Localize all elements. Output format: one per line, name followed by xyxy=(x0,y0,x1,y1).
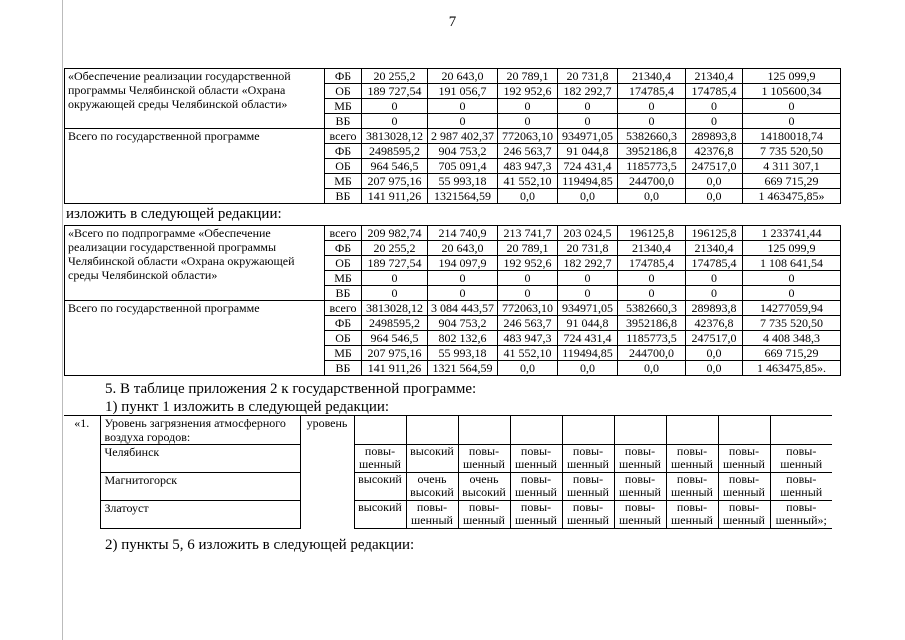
paragraph-5: 5. В таблице приложения 2 к государственной программе: xyxy=(105,381,477,397)
funding-source: ВБ xyxy=(325,286,362,301)
table-row xyxy=(64,473,832,501)
sub-description: «Всего по подпрограмме «Обеспечение реализации государственной программы Челябинской области «Охрана окружающей среды Челябинской области» xyxy=(65,226,325,301)
unit-cell: уровень xyxy=(300,416,354,529)
amount-cell: 91 044,8 xyxy=(558,316,618,331)
table-row xyxy=(65,226,841,241)
amount-cell: 3952186,8 xyxy=(618,316,686,331)
amount-cell: 289893,8 xyxy=(686,129,743,144)
amount-cell: 7 735 520,50 xyxy=(743,316,841,331)
amount-cell: 214 740,9 xyxy=(428,226,498,241)
new-edition-text: изложить в следующей редакции: xyxy=(66,206,282,222)
pollution-level: повы- шенный xyxy=(770,445,832,473)
funding-source: ОБ xyxy=(325,84,362,99)
amount-cell: 20 789,1 xyxy=(498,69,558,84)
pollution-level: повы- шенный xyxy=(718,445,770,473)
amount-cell: 7 735 520,50 xyxy=(743,144,841,159)
amount-cell: 0 xyxy=(558,271,618,286)
amount-cell: 20 255,2 xyxy=(362,69,428,84)
funding-source: ФБ xyxy=(325,144,362,159)
amount-cell: 174785,4 xyxy=(686,256,743,271)
amount-cell: 2498595,2 xyxy=(362,144,428,159)
pollution-level: повы- шенный xyxy=(718,473,770,501)
amount-cell: 0 xyxy=(498,271,558,286)
amount-cell: 1 463475,85» xyxy=(743,189,841,204)
amount-cell: 802 132,6 xyxy=(428,331,498,346)
pollution-level: повы- шенный xyxy=(666,445,718,473)
pollution-level: повы- шенный xyxy=(510,501,562,529)
pollution-level: повы- шенный xyxy=(458,501,510,529)
pollution-level: повы- шенный»; xyxy=(770,501,832,529)
amount-cell: 192 952,6 xyxy=(498,84,558,99)
amount-cell: 189 727,54 xyxy=(362,256,428,271)
pollution-level: повы- шенный xyxy=(614,473,666,501)
table-row xyxy=(65,129,841,144)
amount-cell: 182 292,7 xyxy=(558,256,618,271)
amount-cell: 209 982,74 xyxy=(362,226,428,241)
amount-cell: 1321 564,59 xyxy=(428,361,498,376)
city-name: Златоуст xyxy=(100,501,300,529)
funding-source: ОБ xyxy=(325,256,362,271)
amount-cell: 483 947,3 xyxy=(498,159,558,174)
amount-cell: 0 xyxy=(686,286,743,301)
funding-source: ОБ xyxy=(325,331,362,346)
pollution-level: очень высокий xyxy=(458,473,510,501)
amount-cell: 1 233741,44 xyxy=(743,226,841,241)
amount-cell: 182 292,7 xyxy=(558,84,618,99)
amount-cell: 772063,10 xyxy=(498,301,558,316)
funding-source: ВБ xyxy=(325,361,362,376)
amount-cell: 0 xyxy=(558,286,618,301)
amount-cell: 213 741,7 xyxy=(498,226,558,241)
amount-cell: 0 xyxy=(743,286,841,301)
amount-cell: 3952186,8 xyxy=(618,144,686,159)
pollution-level: повы- шенный xyxy=(510,445,562,473)
amount-cell: 1185773,5 xyxy=(618,159,686,174)
pollution-level: высокий xyxy=(354,473,406,501)
amount-cell: 964 546,5 xyxy=(362,331,428,346)
amount-cell: 0,0 xyxy=(618,189,686,204)
page-margin-line xyxy=(62,0,63,640)
amount-cell: 2498595,2 xyxy=(362,316,428,331)
amount-cell: 119494,85 xyxy=(558,174,618,189)
amount-cell: 91 044,8 xyxy=(558,144,618,159)
amount-cell: 0,0 xyxy=(686,346,743,361)
amount-cell: 21340,4 xyxy=(618,241,686,256)
paragraph-5-2: 2) пункты 5, 6 изложить в следующей редакции: xyxy=(105,537,415,553)
amount-cell: 3 084 443,57 xyxy=(428,301,498,316)
amount-cell: 55 993,18 xyxy=(428,174,498,189)
amount-cell: 904 753,2 xyxy=(428,144,498,159)
amount-cell: 0 xyxy=(686,114,743,129)
amount-cell: 125 099,9 xyxy=(743,241,841,256)
page-number: 7 xyxy=(448,14,457,30)
amount-cell: 0,0 xyxy=(618,361,686,376)
amount-cell: 207 975,16 xyxy=(362,346,428,361)
amount-cell: 0,0 xyxy=(686,361,743,376)
funding-source: ФБ xyxy=(325,241,362,256)
air-pollution-table xyxy=(64,415,832,529)
amount-cell: 0 xyxy=(498,114,558,129)
amount-cell: 191 056,7 xyxy=(428,84,498,99)
city-name: Магнитогорск xyxy=(100,473,300,501)
amount-cell: 1185773,5 xyxy=(618,331,686,346)
amount-cell: 246 563,7 xyxy=(498,144,558,159)
amount-cell: 3813028,12 xyxy=(362,129,428,144)
amount-cell: 772063,10 xyxy=(498,129,558,144)
funding-source: ВБ xyxy=(325,114,362,129)
amount-cell: 244700,0 xyxy=(618,174,686,189)
table-row xyxy=(64,445,832,473)
funding-source: ОБ xyxy=(325,159,362,174)
total-description: Всего по государственной программе xyxy=(65,129,325,204)
amount-cell: 0 xyxy=(618,271,686,286)
amount-cell: 0 xyxy=(428,99,498,114)
pollution-level: повы- шенный xyxy=(770,473,832,501)
amount-cell: 41 552,10 xyxy=(498,174,558,189)
amount-cell: 0 xyxy=(686,271,743,286)
amount-cell: 247517,0 xyxy=(686,159,743,174)
funding-source: МБ xyxy=(325,99,362,114)
amount-cell: 174785,4 xyxy=(618,84,686,99)
amount-cell: 207 975,16 xyxy=(362,174,428,189)
amount-cell: 20 731,8 xyxy=(558,69,618,84)
amount-cell: 964 546,5 xyxy=(362,159,428,174)
pollution-level: повы- шенный xyxy=(406,501,458,529)
amount-cell: 0,0 xyxy=(498,361,558,376)
funding-source: МБ xyxy=(325,346,362,361)
amount-cell: 0 xyxy=(558,114,618,129)
pollution-level: повы- шенный xyxy=(458,445,510,473)
amount-cell: 5382660,3 xyxy=(618,129,686,144)
amount-cell: 42376,8 xyxy=(686,144,743,159)
funding-source: всего xyxy=(325,301,362,316)
amount-cell: 0 xyxy=(428,271,498,286)
pollution-level: высокий xyxy=(406,445,458,473)
amount-cell: 0 xyxy=(362,271,428,286)
amount-cell: 194 097,9 xyxy=(428,256,498,271)
amount-cell: 289893,8 xyxy=(686,301,743,316)
amount-cell: 0 xyxy=(558,99,618,114)
pollution-level: повы- шенный xyxy=(562,501,614,529)
amount-cell: 196125,8 xyxy=(686,226,743,241)
amount-cell: 41 552,10 xyxy=(498,346,558,361)
amount-cell: 724 431,4 xyxy=(558,331,618,346)
amount-cell: 174785,4 xyxy=(618,256,686,271)
amount-cell: 0 xyxy=(686,99,743,114)
funding-source: МБ xyxy=(325,271,362,286)
pollution-level: повы- шенный xyxy=(562,473,614,501)
pollution-level: очень высокий xyxy=(406,473,458,501)
amount-cell: 42376,8 xyxy=(686,316,743,331)
amount-cell: 0,0 xyxy=(686,189,743,204)
funding-source: МБ xyxy=(325,174,362,189)
pollution-level: повы- шенный xyxy=(666,473,718,501)
table-row xyxy=(64,501,832,529)
table-row xyxy=(65,301,841,316)
amount-cell: 55 993,18 xyxy=(428,346,498,361)
amount-cell: 0,0 xyxy=(558,189,618,204)
amount-cell: 0 xyxy=(743,99,841,114)
amount-cell: 21340,4 xyxy=(686,69,743,84)
pollution-level: высокий xyxy=(354,501,406,529)
amount-cell: 1 463475,85». xyxy=(743,361,841,376)
funding-source: ФБ xyxy=(325,316,362,331)
amount-cell: 4 311 307,1 xyxy=(743,159,841,174)
pollution-level: повы- шенный xyxy=(666,501,718,529)
amount-cell: 0 xyxy=(362,114,428,129)
item-number: «1. xyxy=(64,416,100,529)
amount-cell: 4 408 348,3 xyxy=(743,331,841,346)
funding-source: ФБ xyxy=(325,69,362,84)
amount-cell: 14277059,94 xyxy=(743,301,841,316)
pollution-level: повы- шенный xyxy=(354,445,406,473)
finance-table-current xyxy=(64,68,841,204)
finance-table-new xyxy=(64,225,841,376)
amount-cell: 1321564,59 xyxy=(428,189,498,204)
amount-cell: 3813028,12 xyxy=(362,301,428,316)
amount-cell: 0 xyxy=(498,286,558,301)
amount-cell: 0 xyxy=(498,99,558,114)
sub-description: «Обеспечение реализации государственной программы Челябинской области «Охрана окружающей среды Челябинской области» xyxy=(65,69,325,129)
amount-cell: 0 xyxy=(618,114,686,129)
amount-cell: 247517,0 xyxy=(686,331,743,346)
amount-cell: 1 108 641,54 xyxy=(743,256,841,271)
amount-cell: 1 105600,34 xyxy=(743,84,841,99)
amount-cell: 244700,0 xyxy=(618,346,686,361)
amount-cell: 141 911,26 xyxy=(362,361,428,376)
amount-cell: 20 643,0 xyxy=(428,241,498,256)
funding-source: всего xyxy=(325,129,362,144)
amount-cell: 189 727,54 xyxy=(362,84,428,99)
pollution-header-label: Уровень загрязнения атмосферного воздуха городов: xyxy=(100,416,300,445)
amount-cell: 724 431,4 xyxy=(558,159,618,174)
amount-cell: 0,0 xyxy=(558,361,618,376)
amount-cell: 141 911,26 xyxy=(362,189,428,204)
amount-cell: 0 xyxy=(618,286,686,301)
amount-cell: 0 xyxy=(362,286,428,301)
pollution-level: повы- шенный xyxy=(510,473,562,501)
amount-cell: 934971,05 xyxy=(558,129,618,144)
amount-cell: 14180018,74 xyxy=(743,129,841,144)
amount-cell: 192 952,6 xyxy=(498,256,558,271)
amount-cell: 2 987 402,37 xyxy=(428,129,498,144)
amount-cell: 21340,4 xyxy=(618,69,686,84)
pollution-level: повы- шенный xyxy=(718,501,770,529)
amount-cell: 203 024,5 xyxy=(558,226,618,241)
amount-cell: 5382660,3 xyxy=(618,301,686,316)
amount-cell: 0 xyxy=(428,114,498,129)
amount-cell: 125 099,9 xyxy=(743,69,841,84)
amount-cell: 0 xyxy=(618,99,686,114)
amount-cell: 0 xyxy=(743,271,841,286)
total-description: Всего по государственной программе xyxy=(65,301,325,376)
amount-cell: 0,0 xyxy=(498,189,558,204)
amount-cell: 20 789,1 xyxy=(498,241,558,256)
amount-cell: 0 xyxy=(362,99,428,114)
funding-source: всего xyxy=(325,226,362,241)
amount-cell: 669 715,29 xyxy=(743,174,841,189)
amount-cell: 246 563,7 xyxy=(498,316,558,331)
table-row xyxy=(65,69,841,84)
amount-cell: 119494,85 xyxy=(558,346,618,361)
amount-cell: 20 731,8 xyxy=(558,241,618,256)
amount-cell: 934971,05 xyxy=(558,301,618,316)
pollution-level: повы- шенный xyxy=(614,445,666,473)
funding-source: ВБ xyxy=(325,189,362,204)
amount-cell: 0 xyxy=(428,286,498,301)
amount-cell: 20 255,2 xyxy=(362,241,428,256)
pollution-level: повы- шенный xyxy=(614,501,666,529)
city-name: Челябинск xyxy=(100,445,300,473)
amount-cell: 0,0 xyxy=(686,174,743,189)
amount-cell: 904 753,2 xyxy=(428,316,498,331)
amount-cell: 483 947,3 xyxy=(498,331,558,346)
amount-cell: 196125,8 xyxy=(618,226,686,241)
amount-cell: 20 643,0 xyxy=(428,69,498,84)
amount-cell: 669 715,29 xyxy=(743,346,841,361)
paragraph-5-1: 1) пункт 1 изложить в следующей редакции: xyxy=(105,399,390,415)
amount-cell: 0 xyxy=(743,114,841,129)
amount-cell: 21340,4 xyxy=(686,241,743,256)
pollution-level: повы- шенный xyxy=(562,445,614,473)
amount-cell: 174785,4 xyxy=(686,84,743,99)
amount-cell: 705 091,4 xyxy=(428,159,498,174)
